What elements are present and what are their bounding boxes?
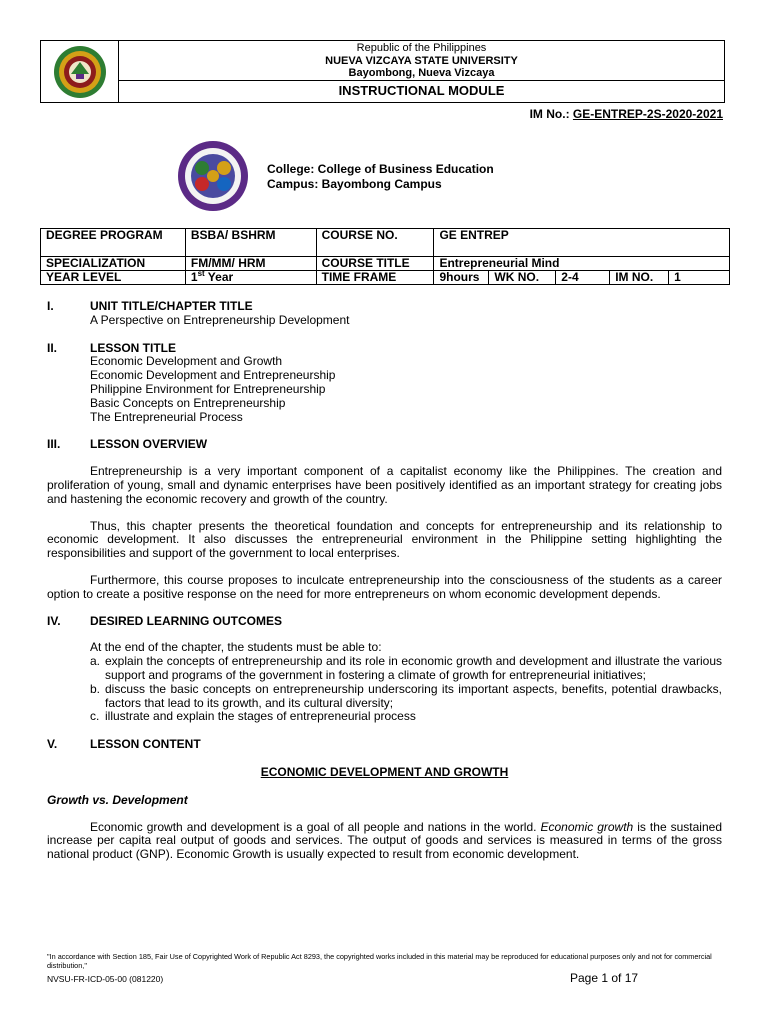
table-row: [41, 271, 730, 285]
item-letter: a.: [90, 654, 101, 669]
week-no-value: 2-4: [556, 271, 610, 285]
content-subheading: Growth vs. Development: [47, 792, 188, 807]
specialization-label: SPECIALIZATION: [41, 257, 186, 271]
section-learning-outcomes: [47, 615, 722, 725]
form-code: NVSU-FR-ICD-05-00 (081220): [47, 974, 164, 984]
section-number: III.: [47, 437, 61, 452]
year-word: Year: [204, 270, 234, 284]
time-frame-label: TIME FRAME: [316, 271, 434, 285]
item-letter: b.: [90, 681, 101, 696]
item-text: discuss the basic concepts on entrepreneurship underscoring its important aspects, benefits, potential drawbacks, factors that lead to its growth, and its cultural diversity;: [105, 681, 722, 710]
college-seal-icon: [175, 140, 251, 212]
section-heading: LESSON CONTENT: [90, 737, 201, 752]
section-heading: LESSON OVERVIEW: [90, 437, 208, 452]
section-number: IV.: [47, 613, 61, 628]
list-item: Philippine Environment for Entrepreneurship: [90, 381, 326, 396]
item-text: explain the concepts of entrepreneurship and its role in economic growth and development and illustrate the various support and programs of the government in fostering a climate of growth for entrepreneurial initiatives;: [105, 654, 722, 682]
course-title-label: COURSE TITLE: [316, 257, 434, 271]
im-no-value: 1: [669, 271, 730, 285]
year-number: 1: [190, 270, 198, 284]
table-row: [41, 229, 730, 257]
overview-paragraph-2: Thus, this chapter presents the theoretical foundation and concepts for entrepreneurship and its relationship to economic development. It also discusses the entrepreneurial environment in the Philippine setting highlighting the responsibilities and support of the government to local enterprises.: [47, 518, 722, 561]
list-item: [90, 655, 722, 683]
overview-paragraph-3: Furthermore, this course proposes to inculcate entrepreneurship into the consciousness of the students as a career option to create a positive response on the need for more entrepreneurs on whom economic development depends.: [47, 572, 722, 601]
header-institution-block: [119, 41, 724, 81]
campus-name: Campus: Bayombong Campus: [267, 176, 442, 191]
year-level-value: [185, 271, 316, 285]
university-name: NUEVA VIZCAYA STATE UNIVERSITY: [325, 54, 518, 67]
outcomes-intro: At the end of the chapter, the students must be able to:: [90, 640, 382, 655]
section-lesson-title: [47, 342, 722, 425]
list-item: [90, 710, 722, 724]
course-title-value: Entrepreneurial Mind: [434, 257, 730, 271]
university-seal-icon: [49, 44, 111, 100]
page-number: Page 1 of 17: [570, 971, 639, 985]
section-heading: LESSON TITLE: [90, 340, 177, 355]
content-title: ECONOMIC DEVELOPMENT AND GROWTH: [260, 764, 509, 779]
course-no-value: GE ENTREP: [434, 229, 730, 257]
im-number: [530, 107, 723, 121]
college-info: [267, 162, 494, 191]
degree-program-value: BSBA/ BSHRM: [185, 229, 316, 257]
list-item: Economic Development and Entrepreneurship: [90, 368, 336, 383]
paragraph-text: Economic growth and development is a goal of all people and nations in the world.: [90, 819, 541, 834]
section-unit-title: [47, 300, 722, 328]
section-number: I.: [47, 299, 54, 313]
paragraph-text: is the sustained increase per capita real output of goods and services. The output of goods and services is measured in terms of the gross national product (GNP). Economic Growth is usually expected to result from economic development.: [47, 819, 722, 862]
emphasized-term: Economic growth: [540, 819, 634, 834]
republic-line: Republic of the Philippines: [356, 42, 487, 54]
im-number-value: GE-ENTREP-2S-2020-2021: [572, 107, 723, 121]
im-number-label: IM No.:: [529, 107, 570, 121]
item-letter: c.: [90, 709, 100, 724]
list-item: The Entrepreneurial Process: [90, 409, 243, 424]
specialization-value: FM/MM/ HRM: [185, 257, 316, 271]
section-lesson-content: [47, 738, 722, 862]
copyright-footnote: "In accordance with Section 185, Fair Use of Copyrighted Work of Republic Act 8293, the copyrighted works included in this material may be reproduced for educational purposes only and not for commercial distribution,": [47, 952, 712, 970]
item-text: illustrate and explain the stages of entrepreneurial process: [105, 709, 416, 724]
course-info-table: [40, 228, 730, 285]
document-header: [40, 40, 725, 103]
course-no-label: COURSE NO.: [316, 229, 434, 257]
section-heading: DESIRED LEARNING OUTCOMES: [90, 613, 283, 628]
section-lesson-overview: [47, 438, 722, 601]
im-no-label: IM NO.: [610, 271, 669, 285]
section-number: V.: [47, 737, 58, 752]
university-location: Bayombong, Nueva Vizcaya: [348, 67, 495, 79]
year-level-label: YEAR LEVEL: [41, 271, 186, 285]
degree-program-label: DEGREE PROGRAM: [41, 229, 186, 257]
overview-paragraph-1: Entrepreneurship is a very important component of a capitalist economy like the Philippines. The creation and proliferation of young, small and dynamic enterprises have been positively identified as an important strategy for creating jobs and hastening the economic recovery and growth of the country.: [47, 464, 722, 506]
header-logo-cell: [41, 41, 119, 102]
module-title: INSTRUCTIONAL MODULE: [338, 83, 505, 98]
year-ordinal-suffix: st: [197, 269, 205, 278]
content-paragraph: [47, 821, 722, 862]
week-no-label: WK NO.: [489, 271, 556, 285]
college-name: College: College of Business Education: [267, 162, 494, 176]
unit-title-text: A Perspective on Entrepreneurship Development: [90, 312, 350, 327]
list-item: Basic Concepts on Entrepreneurship: [90, 395, 286, 410]
time-frame-value: 9hours: [434, 271, 489, 285]
section-heading: UNIT TITLE/CHAPTER TITLE: [90, 299, 253, 313]
section-number: II.: [47, 340, 58, 355]
list-item: [90, 683, 722, 711]
list-item: Economic Development and Growth: [90, 354, 283, 369]
module-body: [47, 298, 722, 862]
table-row: [41, 257, 730, 271]
